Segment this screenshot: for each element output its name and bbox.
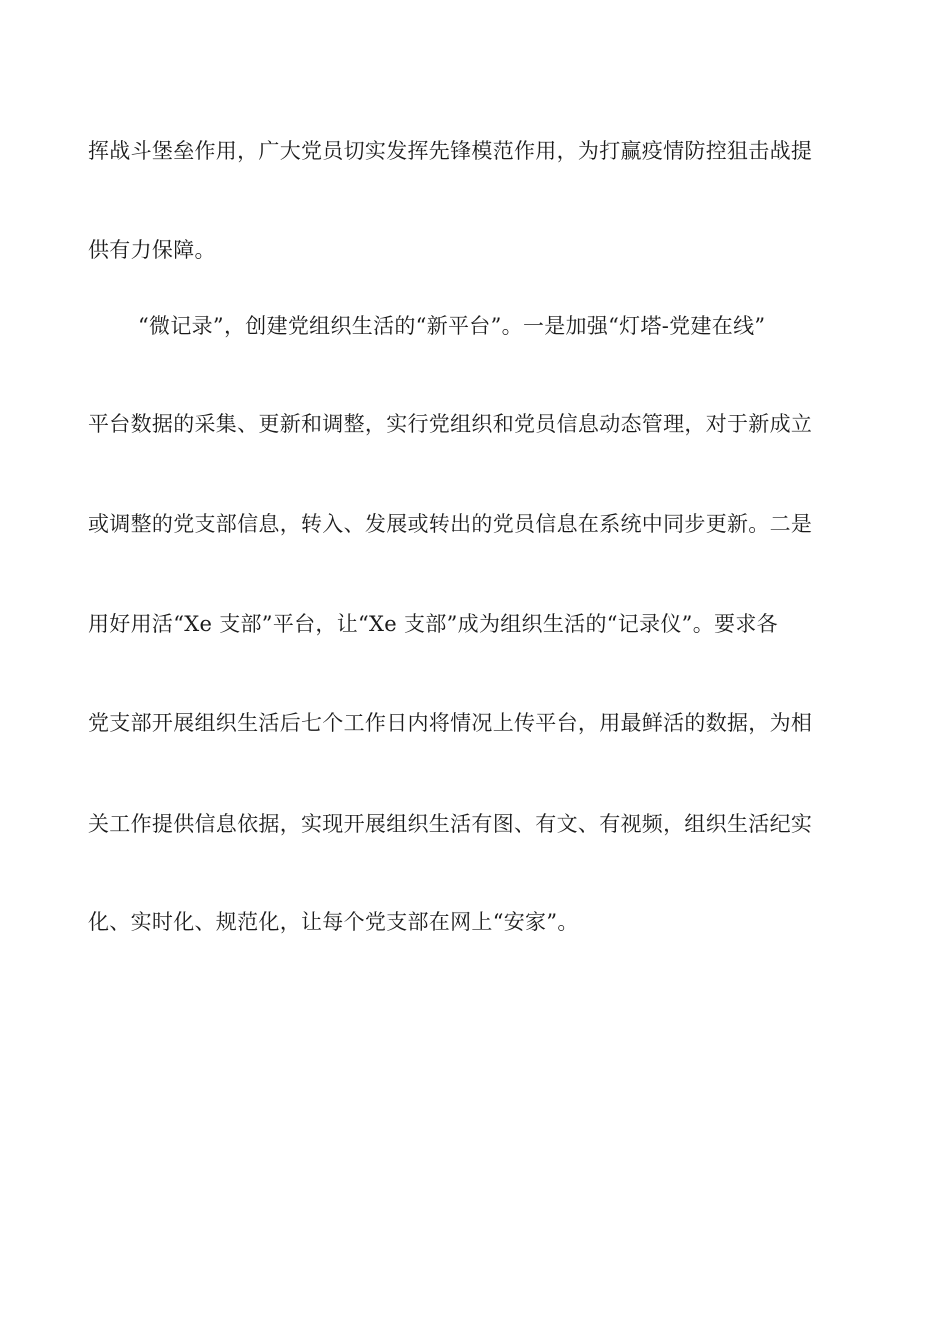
paragraph-line-6: 用好用活“Xe 支部”平台，让“Xe 支部”成为组织生活的“记录仪”。要求各 bbox=[88, 612, 778, 636]
paragraph-line-1: 挥战斗堡垒作用，广大党员切实发挥先锋模范作用，为打赢疫情防控狙击战提 bbox=[88, 139, 813, 163]
paragraph-line-5: 或调整的党支部信息，转入、发展或转出的党员信息在系统中同步更新。二是 bbox=[88, 512, 813, 536]
paragraph-line-3: “微记录”，创建党组织生活的“新平台”。一是加强“灯塔-党建在线” bbox=[138, 314, 766, 338]
paragraph-line-9: 化、实时化、规范化，让每个党支部在网上“安家”。 bbox=[88, 910, 579, 934]
paragraph-line-2: 供有力保障。 bbox=[88, 238, 216, 262]
paragraph-line-4: 平台数据的采集、更新和调整，实行党组织和党员信息动态管理，对于新成立 bbox=[88, 412, 813, 436]
paragraph-line-8: 关工作提供信息依据，实现开展组织生活有图、有文、有视频，组织生活纪实 bbox=[88, 812, 813, 836]
paragraph-line-7: 党支部开展组织生活后七个工作日内将情况上传平台，用最鲜活的数据，为相 bbox=[88, 711, 813, 735]
